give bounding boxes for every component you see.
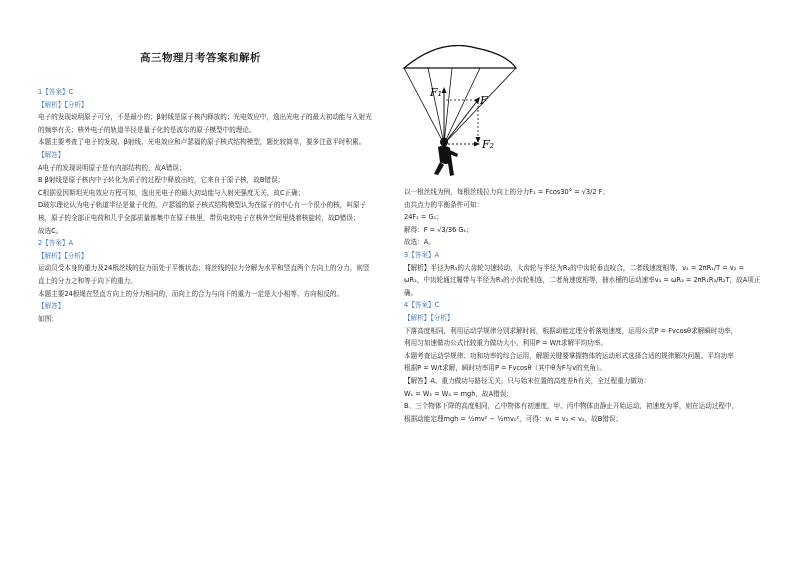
q1-solution-line: A电子的发现说明原子是有内部结构的，故A错误；	[38, 163, 186, 172]
q1-answer: 1【答案】C	[38, 88, 74, 96]
q2-cont-line: 以一根丝线为例，每根丝线拉力向上的分力F₁ = Fcos30° = √3/2 F；	[404, 188, 610, 196]
q1-analysis-tag: 【解析】【分析】	[38, 100, 88, 109]
q2-cont-line: 解得：F = √3/36 G₁；	[404, 225, 473, 234]
q1-line: 本题主要考查了电子的发现、β射线、光电效应和卢瑟福的原子核式结构模型，题比较简单，要多注意平时积累。	[38, 138, 366, 147]
force-f1-arrowhead	[442, 87, 447, 93]
q1-solution-line: 故选C。	[38, 226, 63, 235]
q1-solution-line: C根据爱因斯坦光电效应方程可知，逸出光电子的最大初动能与入射光强度无关，故C正确；	[38, 188, 305, 197]
q3-line: 确。	[404, 288, 418, 297]
suspension-line	[444, 68, 452, 144]
dashed-arrowhead	[476, 137, 481, 143]
q2-cont-line: 故选：A。	[404, 238, 435, 247]
force-f2-arrowhead	[474, 142, 480, 147]
left-column	[38, 86, 394, 325]
right-column	[404, 186, 760, 425]
q4-analysis-tag: 【解析】【分析】	[404, 313, 454, 322]
q2-line: 运动员受本身的重力及24根丝线的拉力而处于平衡状态；将丝线的拉力分解为水平和竖直两个方向上的分力，则竖	[38, 264, 370, 273]
label-f: F	[480, 94, 488, 107]
q3-line: 【解析】半径为R₁的大齿轮匀速转动，大齿轮与半径为R₂的中齿轮垂直咬合，二者线速度相等，v₁ = 2πR₁/T = v₂ =	[404, 263, 744, 272]
q3-answer: 3【答案】A	[404, 250, 440, 259]
q1-line: 的频率有关；核外电子的轨道半径是量子化的是波尔的原子模型中的理论。	[38, 125, 256, 134]
q2-cont-line: 由共点力的平衡条件可知：	[404, 200, 484, 209]
page-title: 高三物理月考答案和解析	[140, 52, 261, 64]
suspension-line	[444, 68, 480, 144]
q1-solution-line: D玻尔理论认为电子轨道半径是量子化的，卢瑟福的原子核式结构模型认为在原子的中心有一个很小的核，叫原子	[38, 201, 367, 210]
q4-line: 【解答】A、重力做功与路径无关，只与始末位置的高度差h有关，全过程重力做功：	[404, 376, 651, 385]
q2-answer: 2【答案】A	[38, 239, 74, 248]
q4-line: 利用匀加速做功公式比较重力做功大小，利用P = W/t求解平均功率。	[404, 339, 608, 348]
q4-line: 下落高度相同，利用运动学规律分别求解时间，根据动能定理分析落地速度，运用公式P = Fvcosθ求解瞬时功率，	[404, 326, 738, 335]
q1-line: 电子的发现说明原子可分，不是最小的；β射线是原子核内释放的；光电效应中，逸出光电子的最大初动能与入射光	[38, 113, 372, 122]
q4-line: B、三个物体下降的高度相同，乙中物体有初速度，甲、丙中物体由静止开始运动，初速度为零，则在运动过程中，	[404, 402, 739, 411]
label-f2: F₂	[482, 138, 495, 151]
suspension-line	[428, 68, 444, 144]
label-f1: F₁	[430, 86, 443, 99]
q1-solution-line: B β射线是原子核内中子转化为质子的过程中释放出的，它来自于原子核，故B错误；	[38, 176, 285, 185]
skydiver-silhouette	[434, 138, 458, 177]
q1-solution-tag: 【解答】	[38, 150, 65, 159]
q4-line: 根据动能定理mgh = ½mv² − ½mv₀²，可得：v₁ = v₃ < v₂，故B错误；	[404, 414, 623, 423]
q4-answer: 4【答案】C	[404, 301, 440, 310]
q4-line: W₁ = W₂ = W₃ = mgh，故A错误；	[404, 389, 513, 398]
q1-solution-line: 核，原子的全部正电荷和几乎全部质量都集中在原子核里，带负电的电子在核外空间里绕着核旋转，故D错误；	[38, 213, 360, 222]
suspension-line	[404, 68, 444, 144]
q2-solution-tag: 【解答】	[38, 302, 65, 311]
q2-line: 直上的分力之和等于向下的重力。	[38, 276, 137, 285]
q2-line: 如图：	[38, 314, 58, 323]
q4-line: 本题考查运动学规律、功和功率的综合运用，解题关键要掌握物体的运动形式选择合适的规律解决问题。平均功率	[404, 351, 734, 360]
canopy-fill	[404, 46, 516, 69]
q3-line: ωR₂，中齿轮通过履带与半径为R₃的小齿轮相连，二者角速度相等，抽水桶的运动速率v₃ = ωR₃ = 2πR₁R₃/R₂T，故A项正	[404, 276, 760, 285]
q2-analysis-tag: 【解析】【分析】	[38, 251, 88, 260]
q2-line: 本题主要24根绳在竖直方向上的分力相同的，而向上的合力与向下的重力一定是大小相等、方向相反的。	[38, 289, 344, 298]
parachute-force-diagram	[400, 44, 520, 182]
q4-line: 根据P = W/t求解，瞬时功率用P = Fvcosθ（其中θ为F与v的夹角）。	[404, 364, 606, 373]
q2-cont-line: 24F₁ = G₁；	[404, 213, 443, 222]
force-f-vector	[444, 100, 478, 144]
